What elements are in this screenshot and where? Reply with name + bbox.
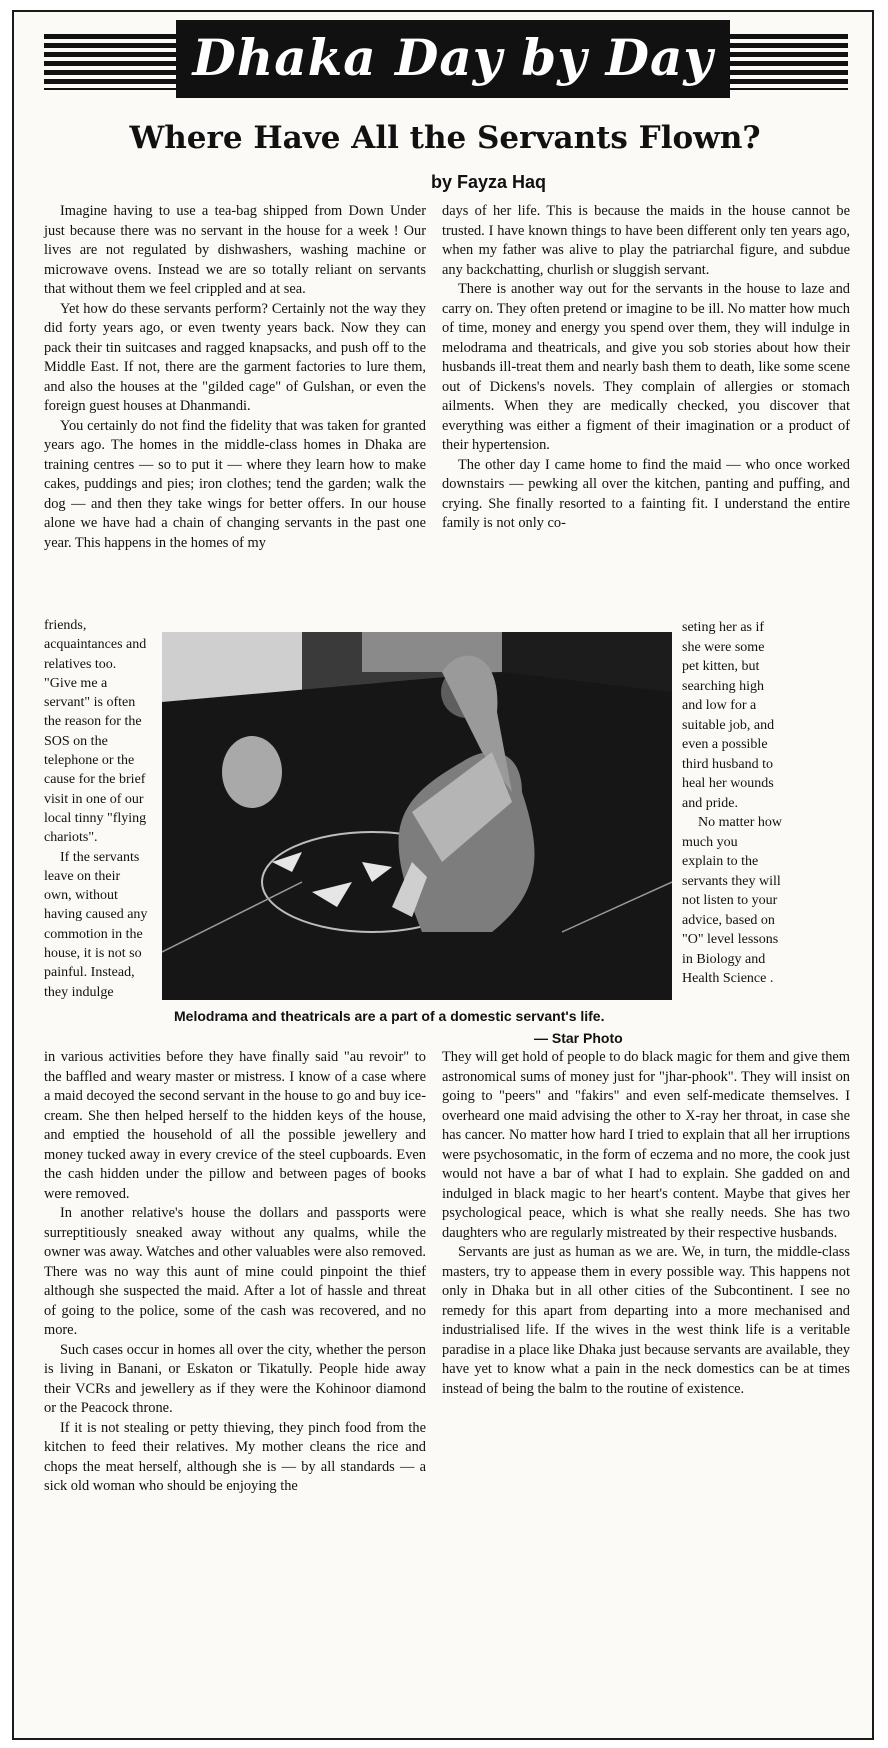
masthead-stripes-left [44,34,176,90]
paragraph: Yet how do these servants perform? Certainly not the way they did forty years ago, or even twenty years back. Now they can pack their tin suitcases and ragged knapsacks, and push off to the Middle East. If not, there are the garment factories to lure them, and also the houses at the "gilded cage" of Gulshan, or even the foreign guest houses at Dhanmandi. [44,300,426,414]
article-byline: by Fayza Haq [430,172,546,192]
photo-illustration [162,632,672,1000]
column-1-bottom [44,1048,426,1497]
paragraph: If the servants leave on their own, without having caused any commotion in the house, it is not so painful. Instead, they indulge [44,849,148,1000]
masthead-stripes-right [730,34,848,90]
paragraph: in various activities before they have finally said "au revoir" to the baffled and weary master or mistress. I know of a case where a maid decoyed the second servant in the house to go and buy ice-cream. She then helped herself to the hidden keys of the house, and emptied the household of all the possible jewellery and money tucked away in every crevice of the steel cupboards. Even the cash hidden under the pillow and between pages of books were removed. [44,1049,426,1202]
paragraph: friends, acquaintances and relatives too. "Give me a servant" is often the reason for the SOS on the telephone or the cause for the brief visit in one of our local tinny "flying chariots". [44,618,147,846]
paragraph: Such cases occur in homes all over the city, whether the person is living in Banani, or Eskaton or Tikatully. People hide away their VCRs and jewellery as if they were the Kohinoor diamond or the Peacock throne. [44,1341,426,1416]
paragraph: Servants are just as human as we are. We, in turn, the middle-class masters, try to appease them in every possible way. This happens not only in Dhaka but in all other cities of the Subcontinent. I see no remedy for this apart from departing into a more mechanised and industrialised life. If the wives in the west think life is a veritable paradise in a place like Dhaka just because servants are available, they have yet to know what a pain in the neck domestics can be at times instead of being the balm to the routine of existence. [442,1244,850,1397]
paragraph: Imagine having to use a tea-bag shipped from Down Under just because there was no servant in the house for a week ! Our lives are not regulated by dishwashers, washing machine or microwave ovens. Instead we are so totally reliant on servants that without them we feel crippled and at sea. [44,203,426,297]
paragraph: No matter how much you explain to the servants they will not listen to your advice, based on "O" level lessons in Biology and Health Science . [682,815,782,986]
masthead-title: Dhaka Day by Day [176,20,730,98]
masthead [44,20,848,98]
paragraph: seting her as if she were some pet kitten, but searching high and low for a suitable job, and even a possible third husband to heal her wounds and pride. [682,620,775,811]
paragraph: You certainly do not find the fidelity that was taken for granted years ago. The homes in the middle-class homes in Dhaka are training centres — so to put it — where they learn how to make cakes, puddings and pies; iron clothes; tend the garden; walk the dog — and then they take wings for better offers. In our house alone we have had a chain of changing servants in the past one year. This happens in the homes of my [44,417,426,551]
newspaper-clipping [12,10,874,1740]
column-1-narrow [44,616,149,1002]
photo-credit: — Star Photo [534,1030,623,1046]
photo-caption: Melodrama and theatricals are a part of a domestic servant's life. [174,1008,605,1024]
paragraph: They will get hold of people to do black magic for them and give them astronomical sums of money just for "jhar-phook". They will insist on going to "peers" and "fakirs" and even self-medicate themselves. I overheard one maid advising the other to X-ray her throat, in case she has cancer. No matter how hard I tried to explain that all her irruptions were psychosomatic, in the form of eczema and no more, the cook just would not have a bar of what I had to explain. She gadded on and indulged in black magic to her heart's content. Maybe that gives her psychological peace, which is what she really needs. She has two daughters who are regularly mistreated by their respective husbands. [442,1049,850,1241]
paragraph: In another relative's house the dollars and passports were surreptitiously sneaked away without any qualms, while the owner was away. Watches and other valuables were also removed. There was no way this aunt of mine could pinpoint the thief although she suspected the maid. After a lot of hassle and threat of going to the police, some of the cash was recovered, and no more. [44,1205,426,1338]
article-headline: Where Have All the Servants Flown? [129,120,761,156]
column-1-top [44,202,426,553]
column-2-narrow [682,618,782,989]
column-2-top [442,202,850,534]
article-photo [162,632,672,1000]
paragraph: If it is not stealing or petty thieving, they pinch food from the kitchen to feed their relatives. My mother cleans the rice and chops the meat herself, although she is — by all standards — a sick old woman who should be enjoying the [44,1419,426,1494]
paragraph: The other day I came home to find the maid — who once worked downstairs — pewking all over the kitchen, panting and puffing, and crying. She finally resorted to a fainting fit. I understand the entire family is not only co- [442,456,850,531]
column-2-bottom [442,1048,850,1399]
paragraph: days of her life. This is because the maids in the house cannot be trusted. I have known things to have been different only ten years ago, when my father was alive to play the patriarchal figure, and subdue any backchatting, churlish or sluggish servant. [442,203,850,278]
paragraph: There is another way out for the servants in the house to laze and carry on. They often pretend or imagine to be ill. No matter how much of time, money and energy you spend over them, they will indulge in melodrama and theatricals, and give you sob stories about how their husbands ill-treat them and nearly bash them to death, like some scene out of Dickens's novels. They complain of allergies or stomach ailments. When they are medically checked, you discover that everything was either a figment of their imagination or a product of their hypertension. [442,281,850,453]
